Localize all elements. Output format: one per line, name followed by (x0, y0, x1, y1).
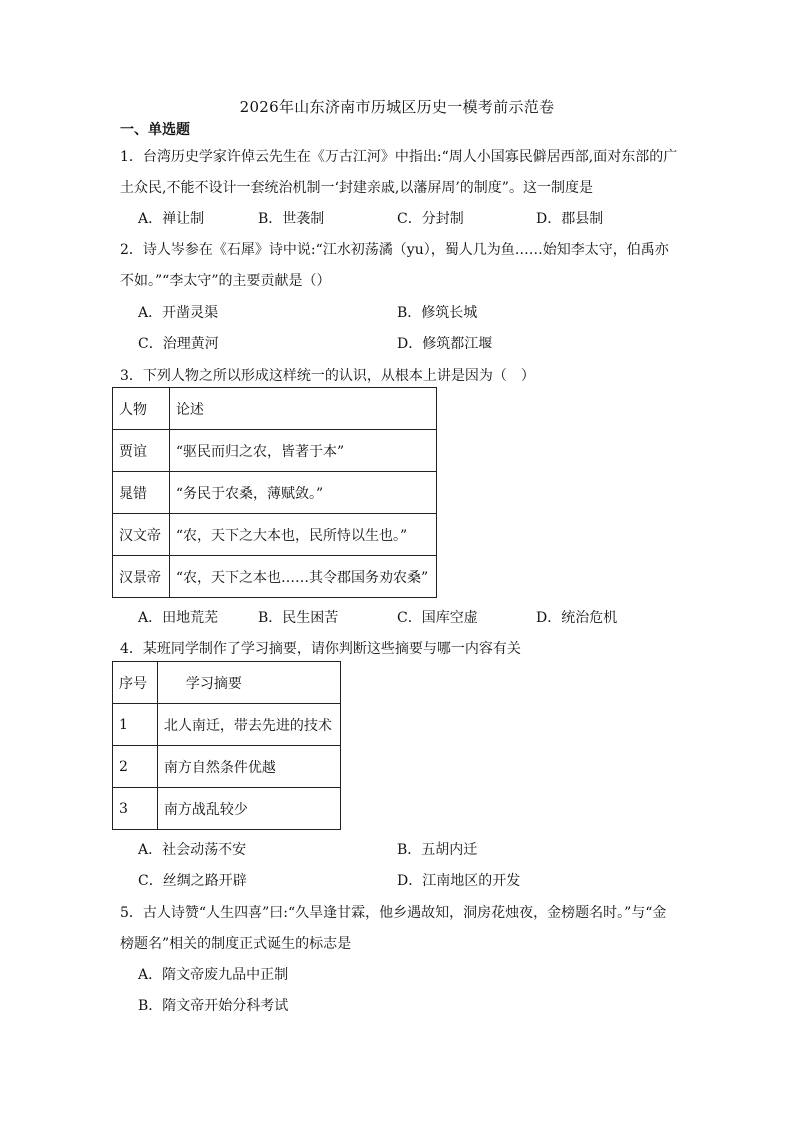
q2-option-c: C．治理黄河 (138, 336, 219, 352)
q1-option-c: C．分封制 (397, 211, 464, 227)
q1-option-b: B．世袭制 (258, 211, 325, 227)
q4-option-d: D．江南地区的开发 (397, 873, 521, 889)
q1-option-a: A．禅让制 (138, 211, 205, 227)
q4-option-a: A．社会动荡不安 (138, 842, 247, 858)
table-row (113, 472, 437, 514)
table-cell: “驱民而归之农，皆著于本” (169, 430, 436, 472)
section-heading: 一、单选题 (120, 122, 190, 138)
table-header-cell: 论述 (169, 388, 436, 430)
q5-stem-line1: 5．古人诗赞“人生四喜”曰:“久旱逢甘霖，他乡遇故知，洞房花烛夜，金榜题名时。”与“金 (120, 905, 667, 921)
table-cell: 晁错 (113, 472, 170, 514)
q2-option-d: D．修筑都江堰 (397, 336, 493, 352)
table-cell: 2 (113, 746, 158, 788)
table-cell: 北人南迁，带去先进的技术 (157, 704, 340, 746)
q1-option-d: D．郡县制 (536, 211, 604, 227)
q5-option-a: A．隋文帝废九品中正制 (138, 967, 289, 983)
table-cell: 贾谊 (113, 430, 170, 472)
table-cell: 1 (113, 704, 158, 746)
q2-option-a: A．开凿灵渠 (138, 305, 219, 321)
table-cell: 汉景帝 (113, 556, 170, 598)
q2-stem-line1: 2．诗人岑参在《石犀》诗中说:“江水初荡潏（yu），蜀人几为鱼……始知李太守，伯禹亦 (120, 242, 669, 258)
table-header-cell: 人物 (113, 388, 170, 430)
q3-option-c: C．国库空虚 (397, 610, 478, 626)
q3-table (112, 387, 437, 598)
table-cell: 南方战乱较少 (157, 788, 340, 830)
table-cell: 3 (113, 788, 158, 830)
table-row (113, 788, 341, 830)
table-cell: 汉文帝 (113, 514, 170, 556)
table-header-cell: 序号 (113, 662, 158, 704)
q5-stem-line2: 榜题名”相关的制度正式诞生的标志是 (120, 936, 352, 952)
q2-stem-line2: 不如。”“李太守”的主要贡献是（） (120, 273, 331, 289)
q4-option-c: C．丝绸之路开辟 (138, 873, 247, 889)
q1-stem-line1: 1．台湾历史学家许倬云先生在《万古江河》中指出:“周人小国寡民僻居西部,面对东部的广 (120, 149, 678, 165)
q4-table (112, 661, 341, 830)
q1-stem-line2: 土众民,不能不设计一套统治机制一‘封建亲戚,以藩屏周’的制度”。这一制度是 (120, 180, 593, 196)
table-row (113, 704, 341, 746)
q4-stem: 4．某班同学制作了学习摘要，请你判断这些摘要与哪一内容有关 (120, 641, 521, 657)
table-cell: 南方自然条件优越 (157, 746, 340, 788)
table-header-row (113, 662, 341, 704)
table-header-row (113, 388, 437, 430)
table-row (113, 556, 437, 598)
q3-option-a: A．田地荒芜 (138, 610, 219, 626)
q3-option-d: D．统治危机 (536, 610, 618, 626)
q5-option-b: B．隋文帝开始分科考试 (138, 998, 289, 1014)
page-title: 2026年山东济南市历城区历史一模考前示范卷 (239, 98, 555, 116)
table-row (113, 514, 437, 556)
table-cell: “农，天下之大本也，民所恃以生也。” (169, 514, 436, 556)
table-cell: “农，天下之本也……其令郡国务劝农桑” (169, 556, 436, 598)
q4-option-b: B．五胡内迁 (397, 842, 478, 858)
table-row (113, 746, 341, 788)
q3-stem: 3．下列人物之所以形成这样统一的认识，从根本上讲是因为（ ） (120, 368, 535, 384)
table-cell: “务民于农桑，薄赋敛。” (169, 472, 436, 514)
q2-option-b: B．修筑长城 (397, 305, 478, 321)
table-header-cell: 学习摘要 (157, 662, 340, 704)
table-row (113, 430, 437, 472)
q3-option-b: B．民生困苦 (258, 610, 339, 626)
